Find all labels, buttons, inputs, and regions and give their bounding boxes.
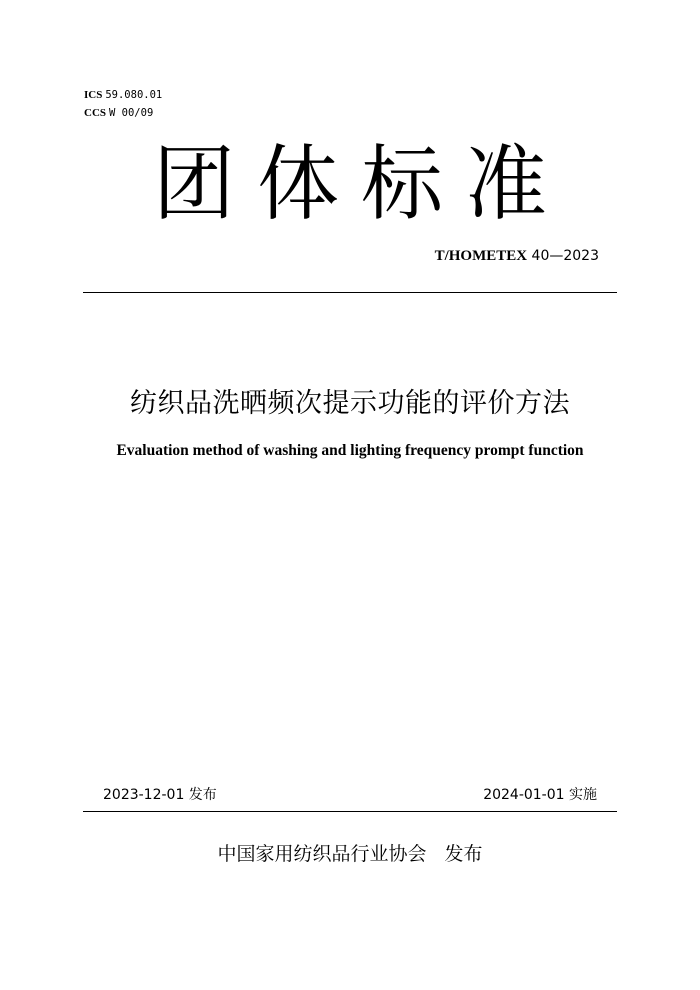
ccs-value: W 00/09 [109,107,154,119]
publisher-line: 中国家用纺织品行业协会 发布 [217,843,483,865]
document-title-chinese: 纺织品洗晒频次提示功能的评价方法 [130,388,570,419]
standard-type-heading: 团体标准 [152,137,569,232]
ccs-label: CCS [84,107,107,119]
implement-date: 2024-01-01 实施 [483,787,597,803]
ccs-code [84,104,162,122]
document-title-english: Evaluation method of washing and lighting frequency prompt function [116,442,584,459]
classification-codes [84,86,162,122]
ics-code [84,86,162,104]
standard-number-year: 40—2023 [527,248,599,264]
ics-value: 59.080.01 [105,89,163,101]
bottom-divider [83,811,617,812]
top-divider [83,292,617,293]
publish-date: 2023-12-01 发布 [103,787,217,803]
ics-label: ICS [84,89,103,101]
standard-number [435,246,599,265]
standard-org-code: T/HOMETEX [434,248,528,264]
